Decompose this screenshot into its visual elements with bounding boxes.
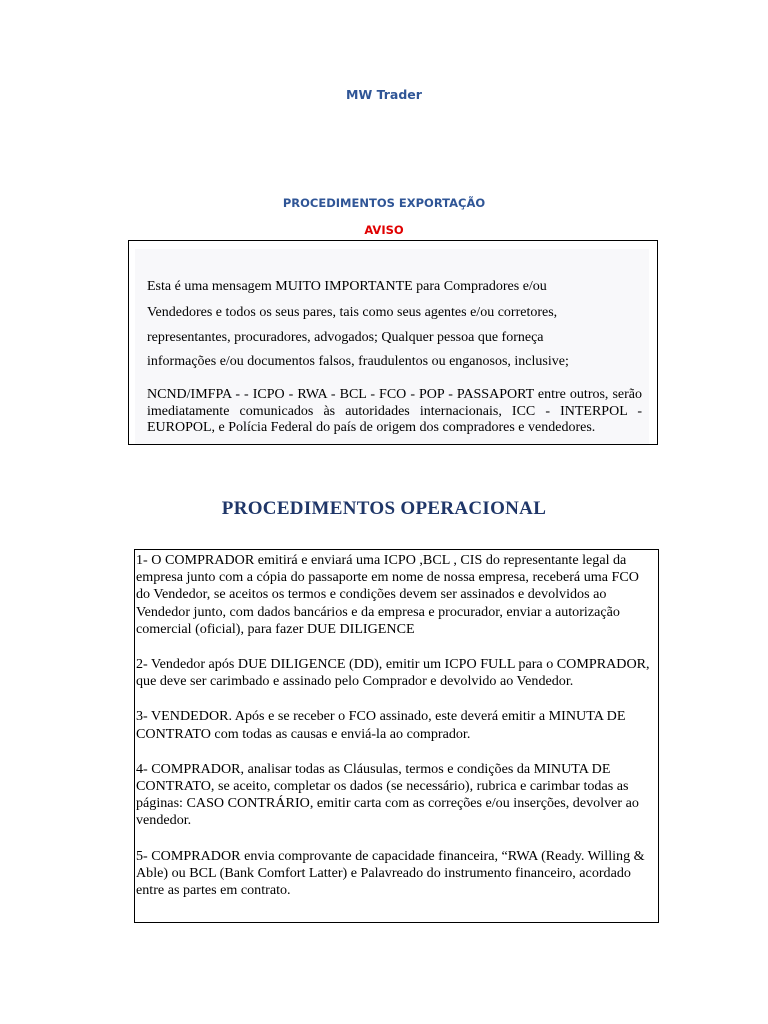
document-header-title: MW Trader <box>346 87 422 102</box>
step-3: 3- VENDEDOR. Após e se receber o FCO assinado, este deverá emitir a MINUTA DE CONTRATO com todas as causas e enviá-la ao comprador. <box>136 708 626 742</box>
step-1: 1- O COMPRADOR emitirá e enviará uma ICPO ,BCL , CIS do representante legal da empresa junto com a cópia do passaporte em nome de nossa empresa, receberá uma FCO do Vendedor, se aceitos os termos e condições devem ser assinados e devolvidos ao Vendedor junto, com dados bancários e da empresa e procurador, enviar a autorização comercial (oficial), para fazer DUE DILIGENCE <box>136 552 639 637</box>
notice-paragraph: NCND/IMFPA - - ICPO - RWA - BCL - FCO - POP - PASSAPORT entre outros, serão imediatamente comunicados às autoridades internacionais, ICC - INTERPOL - EUROPOL, e Polícia Federal do país de origem dos compradores e vendedores. <box>147 387 642 435</box>
notice-line-1: Esta é uma mensagem MUITO IMPORTANTE para Compradores e/ou <box>147 279 547 294</box>
step-5: 5- COMPRADOR envia comprovante de capacidade financeira, “RWA (Ready. Willing & Able) ou BCL (Bank Comfort Latter) e Palavreado do instrumento financeiro, acordado entre as partes em contrato. <box>136 847 645 899</box>
notice-box <box>128 240 658 445</box>
notice-line-3: representantes, procuradores, advogados; Qualquer pessoa que forneça <box>147 330 544 345</box>
notice-line-4: informações e/ou documentos falsos, fraudulentos ou enganosos, inclusive; <box>147 354 569 369</box>
step-2: 2- Vendedor após DUE DILIGENCE (DD), emitir um ICPO FULL para o COMPRADOR, que deve ser carimbado e assinado pelo Comprador e devolvido ao Vendedor. <box>136 656 650 690</box>
operations-title: PROCEDIMENTOS OPERACIONAL <box>221 498 547 519</box>
export-procedures-title: PROCEDIMENTOS EXPORTAÇÃO <box>282 196 486 210</box>
notice-line-2: Vendedores e todos os seus pares, tais como seus agentes e/ou corretores, <box>147 305 558 320</box>
notice-label: AVISO <box>364 223 404 237</box>
notice-text-area <box>135 249 649 444</box>
operations-steps-box <box>134 549 659 923</box>
step-4: 4- COMPRADOR, analisar todas as Cláusulas, termos e condições da MINUTA DE CONTRATO, se aceito, completar os dados (se necessário), rubrica e carimbar todas as páginas: CASO CONTRÁRIO, emitir carta com as correções e/ou inserções, devolver ao vendedor. <box>136 760 639 829</box>
